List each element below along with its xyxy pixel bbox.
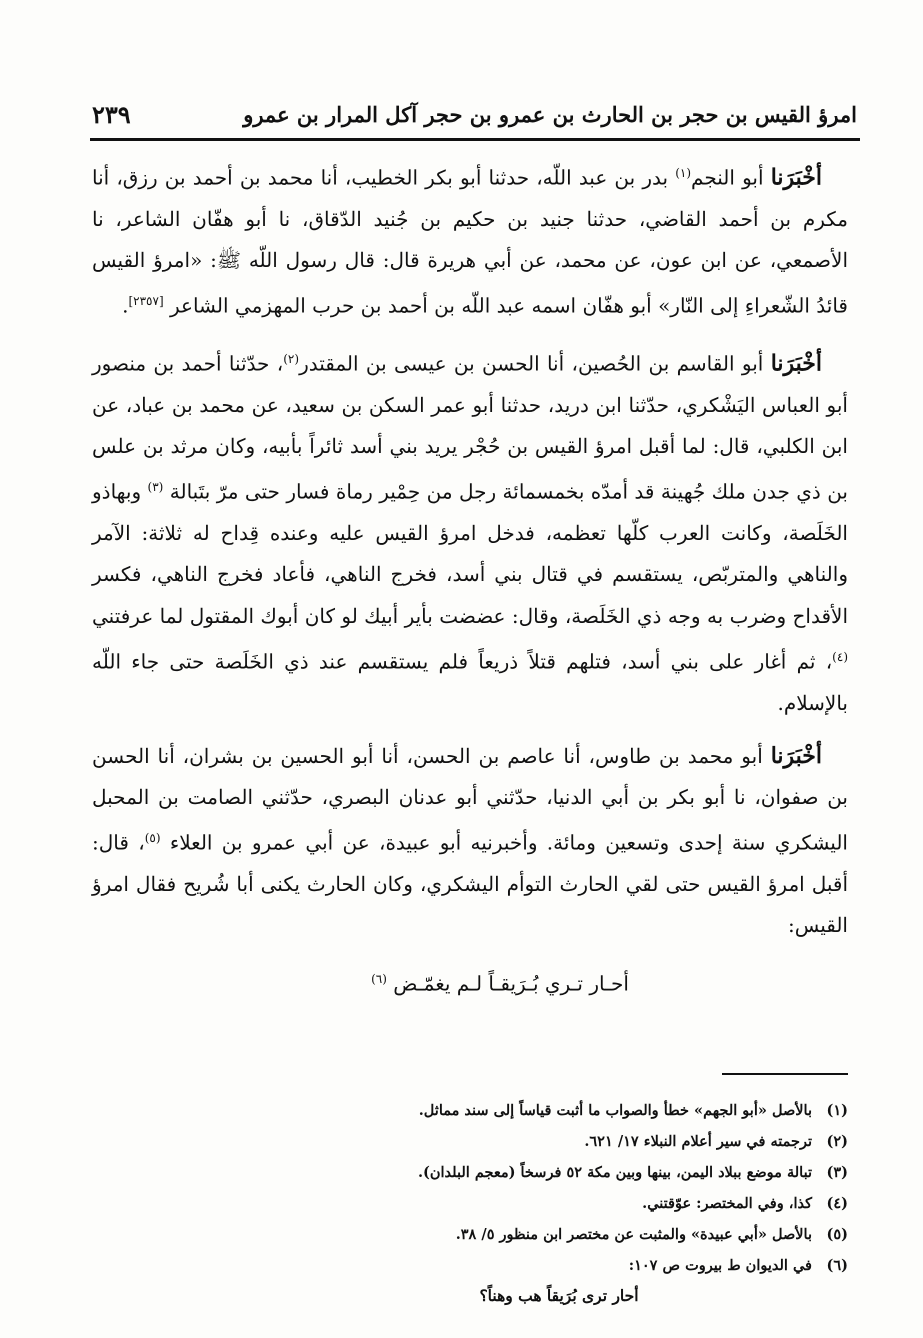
paragraph-text: ، قال: أقبل امرؤ القيس حتى لقي الحارث التوأم اليشكري، وكان الحارث يكنى أبا شُريح فقال امرؤ القيس:: [92, 830, 848, 938]
footnote: [150, 1157, 848, 1188]
footnote-text: ترجمته في سير أعلام النبلاء ١٧/ ٦٢١.: [584, 1133, 812, 1150]
header-rule: [90, 138, 860, 141]
footnote: [150, 1188, 848, 1219]
footnote-text: كذا، وفي المختصر: عوّقتني.: [642, 1195, 812, 1212]
paragraph-text: .: [122, 293, 129, 318]
footnote: [150, 1219, 848, 1250]
footnote-marker: (٤): [832, 649, 848, 664]
poem-verse: [92, 959, 848, 1005]
footnote-marker: (٣): [147, 480, 164, 495]
paragraph-text: أبو محمد بن طاوس، أنا عاصم بن الحسن، أنا أبو الحسين بن بشران، أنا الحسن بن صفوان، نا أبو بكر بن أبي الدنيا، حدّثني أبو عدنان البصري، حدّثني الصامت بن المحبل اليشكري سنة إحدى وتسعين ومائة. وأخبرنيه أبو عبيدة، عن أبي عمرو بن العلاء: [92, 743, 848, 855]
main-text: [92, 153, 848, 1004]
footnote-separator: [722, 1073, 848, 1075]
footnote-number: (٦): [826, 1257, 848, 1274]
footnote-number: (٣): [826, 1164, 848, 1181]
footnote-number: (٥): [826, 1226, 848, 1243]
paragraph-text: أبو القاسم بن الحُصين، أنا الحسن بن عيسى بن المقتدر: [299, 351, 764, 376]
poem-verse-text: أحـار تـري بُـرَيقـاً لـم يغمّـض: [393, 971, 629, 996]
footnote: [150, 1095, 848, 1126]
paragraph: [92, 339, 848, 724]
footnote-text: بالأصل «أبو الجهم» خطأ والصواب ما أثبت قياساً إلى سند مماثل.: [418, 1102, 812, 1119]
running-header: [92, 96, 857, 136]
paragraph-text: وبهاذو الخَلَصة، وكانت العرب كلّها تعظمه، فدخل امرؤ القيس عليه وعنده قِداح له ثلاثة: الآمر والناهي والمتربّص، يستقسم في قتال بني أسد، فخرج الناهي، فأعاد فخرج الناهي، فكسر الأقداح وضرب به وجه ذي الخَلَصة، وقال: عضضت بأير أبيك لو كان أبوك المقتول لما عرفتني: [92, 480, 848, 628]
paragraph: [92, 153, 848, 327]
paragraph-keyword: أخْبَرَنا: [770, 350, 823, 377]
footnote-number: (١): [826, 1102, 848, 1119]
footnote-text: في الديوان ط بيروت ص ١٠٧:: [628, 1257, 812, 1274]
paragraph-text: ، ثم أغار على بني أسد، فتلهم قتلاً ذريعاً فلم يستقسم عند ذي الخَلَصة حتى جاء اللّه بالإسلام.: [92, 649, 848, 715]
footnote-marker: (٦): [371, 971, 387, 986]
paragraph: [92, 736, 848, 947]
footnote: [150, 1126, 848, 1157]
paragraph-keyword: أخْبَرَنا: [770, 164, 823, 191]
footnote-text: تبالة موضع ببلاد اليمن، بينها وبين مكة ٥٢ فرسخاً (معجم البلدان).: [417, 1164, 812, 1181]
footnotes: [150, 1095, 848, 1305]
footnote-number: (٤): [826, 1195, 848, 1212]
page-number: ٢٣٩: [92, 100, 131, 129]
footnote-text: بالأصل «أبي عبيدة» والمثبت عن مختصر ابن منظور ٥/ ٣٨.: [455, 1226, 812, 1243]
paragraph-text: ، حدّثنا أحمد بن منصور أبو العباس اليَشْكري، حدّثنا ابن دريد، حدثنا أبو عمر السكن بن سعيد، عن محمد بن عباد، عن ابن الكلبي، قال: لما أقبل امرؤ القيس بن حُجْر يريد بني أسد ثائراً بأبيه، وكان مرثد بن علس بن ذي جدن ملك جُهينة قد أمدّه بخمسمائة رجل من حِمْير رماة فسار حتى مرّ بتَبالة: [92, 351, 848, 505]
header-title: امرؤ القيس بن حجر بن الحارث بن عمرو بن حجر آكل المرار بن عمرو: [243, 102, 857, 127]
footnote-marker: (١): [675, 166, 692, 180]
footnote-marker: (٥): [144, 831, 161, 846]
paragraph-keyword: أخْبَرَنا: [770, 742, 823, 769]
footnote: [150, 1250, 848, 1281]
paragraph-text: بدر بن عبد اللّه، حدثنا أبو بكر الخطيب، أنا محمد بن أحمد بن رزق، أنا مكرم بن أحمد القاضي، حدثنا جنيد بن حكيم بن جُنيد الدّقاق، نا أبو هفّان الشاعر، نا الأصمعي، عن ابن عون، عن محمد، عن أبي هريرة قال: قال رسول اللّه ﷺ: «امرؤ القيس قائدُ الشّعراءِ إلى النّار» أبو هفّان اسمه عبد اللّه بن أحمد بن حرب المهزمي الشاعر: [92, 165, 848, 318]
paragraph-text: أبو النجم: [691, 165, 764, 190]
footnote-marker: [٢٣٥٧]: [128, 294, 164, 309]
footnote-marker: (٢): [283, 352, 300, 367]
footnote-number: (٢): [826, 1133, 848, 1150]
footnote-verse: أحار ترى بُرَيقاً هب وهناً؟: [479, 1286, 639, 1305]
